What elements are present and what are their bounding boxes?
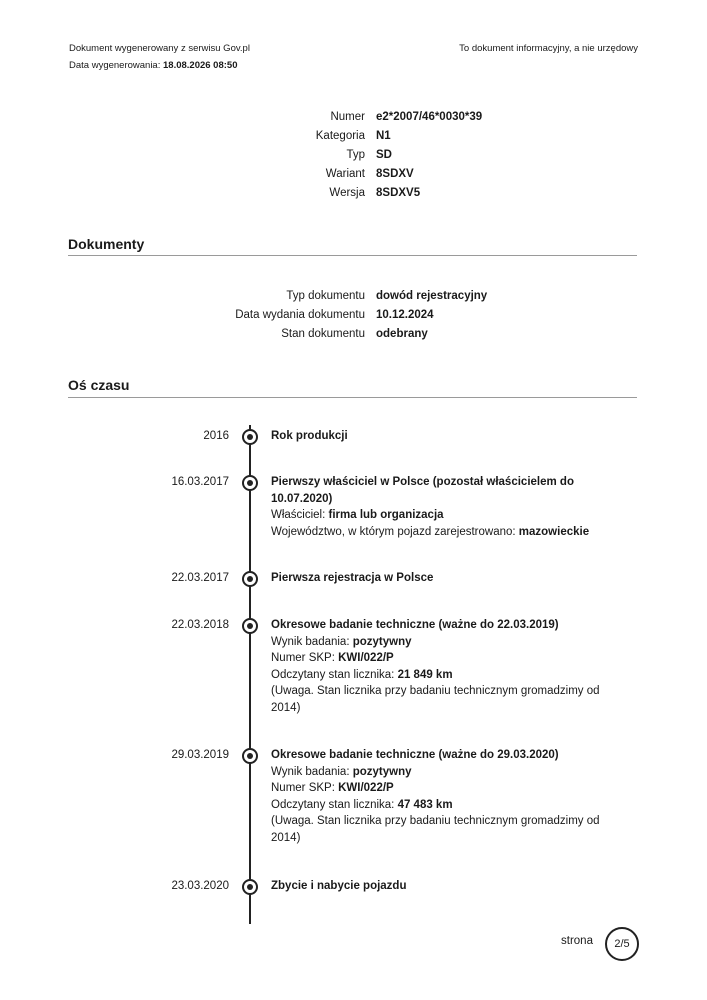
document-value: 10.12.2024	[376, 309, 434, 321]
timeline-dot-icon	[242, 571, 258, 587]
timeline-axis	[249, 425, 251, 924]
timeline-content	[271, 747, 611, 846]
document-details	[0, 287, 707, 344]
timeline-detail-label: Odczytany stan licznika:	[271, 668, 398, 681]
timeline-detail-label: Wynik badania:	[271, 635, 353, 648]
timeline-detail	[271, 650, 611, 667]
document-value: odebrany	[376, 328, 428, 340]
detail-row	[0, 184, 707, 203]
vehicle-details	[0, 108, 707, 203]
timeline-event-title: Pierwszy właściciel w Polsce (pozostał właścicielem do 10.07.2020)	[271, 476, 574, 505]
informational-notice: To dokument informacyjny, a nie urzędowy	[459, 43, 638, 54]
timeline-detail	[271, 524, 611, 541]
timeline-date: 22.03.2018	[171, 619, 229, 631]
timeline-detail-label: Numer SKP:	[271, 782, 339, 794]
timeline-dot-icon	[242, 429, 258, 445]
detail-label: Kategoria	[315, 130, 365, 142]
timeline-detail-label: Numer SKP:	[271, 652, 339, 664]
timeline-detail-label: Właściciel:	[271, 509, 329, 521]
timeline-content	[271, 617, 611, 716]
page-label: strona	[561, 935, 593, 947]
detail-value: SD	[376, 149, 392, 161]
document-label: Data wydania dokumentu	[235, 309, 365, 321]
timeline-dot-icon	[242, 475, 258, 491]
timeline-event-title: Okresowe badanie techniczne (ważne do 29.03.2020)	[271, 749, 559, 761]
timeline-dot-icon	[242, 748, 258, 764]
timeline-dot-icon	[242, 879, 258, 895]
generation-date	[69, 57, 250, 74]
timeline-detail	[271, 667, 611, 684]
timeline-detail-value: KWI/022/P	[338, 782, 394, 794]
timeline-detail-value: firma lub organizacja	[328, 509, 444, 521]
detail-label: Typ	[346, 149, 365, 161]
detail-row	[0, 146, 707, 165]
timeline-detail-value: mazowieckie	[518, 525, 590, 538]
timeline-event-title: Pierwsza rejestracja w Polsce	[271, 572, 434, 584]
timeline-detail-value: 47 483 km	[397, 798, 453, 811]
timeline-detail	[271, 634, 611, 651]
timeline-detail	[271, 764, 611, 781]
timeline-event-title: Zbycie i nabycie pojazdu	[271, 880, 407, 892]
timeline-date: 16.03.2017	[171, 476, 229, 488]
source-text: Dokument wygenerowany z serwisu Gov.pl	[69, 43, 250, 54]
document-label: Typ dokumentu	[286, 290, 365, 302]
detail-value: e2*2007/46*0030*39	[376, 111, 483, 123]
timeline-detail-label: Województwo, w którym pojazd zarejestrowano:	[271, 525, 519, 538]
timeline-dot-icon	[242, 618, 258, 634]
timeline-content	[271, 570, 611, 587]
timeline-content	[271, 878, 611, 895]
section-divider	[68, 397, 637, 398]
timeline-content	[271, 428, 611, 445]
detail-label: Wersja	[329, 187, 365, 199]
document-row	[0, 306, 707, 325]
document-value: dowód rejestracyjny	[376, 290, 488, 302]
timeline-detail-value: 21 849 km	[397, 668, 453, 681]
generation-date-value: 18.08.2026 08:50	[163, 60, 238, 71]
timeline-date: 22.03.2017	[171, 572, 229, 584]
timeline-section-title: Oś czasu	[68, 377, 130, 393]
detail-row	[0, 108, 707, 127]
section-divider	[68, 255, 637, 256]
document-row	[0, 325, 707, 344]
timeline-detail-label: Wynik badania:	[271, 765, 353, 778]
documents-section-title: Dokumenty	[68, 236, 145, 252]
detail-row	[0, 127, 707, 146]
timeline-detail-label: Odczytany stan licznika:	[271, 798, 398, 811]
timeline-detail-value: pozytywny	[352, 765, 412, 778]
detail-value: N1	[376, 130, 391, 142]
detail-value: 8SDXV5	[376, 187, 421, 199]
timeline-event-title: Okresowe badanie techniczne (ważne do 22.03.2019)	[271, 619, 559, 631]
timeline-detail	[271, 797, 611, 814]
detail-label: Numer	[330, 111, 365, 123]
generation-info	[69, 40, 250, 74]
page-number: 2/5	[605, 927, 639, 961]
detail-label: Wariant	[325, 168, 365, 180]
detail-value: 8SDXV	[376, 168, 414, 180]
document-row	[0, 287, 707, 306]
timeline-content	[271, 474, 611, 540]
timeline-note: (Uwaga. Stan licznika przy badaniu technicznym gromadzimy od 2014)	[271, 685, 600, 714]
timeline-detail	[271, 780, 611, 797]
document-label: Stan dokumentu	[281, 328, 365, 340]
timeline-detail-value: KWI/022/P	[338, 652, 394, 664]
generation-date-label: Data wygenerowania:	[69, 60, 161, 71]
timeline-date: 2016	[203, 430, 229, 442]
timeline-detail	[271, 507, 611, 524]
timeline-event-title: Rok produkcji	[271, 430, 348, 442]
timeline-detail-value: pozytywny	[352, 635, 412, 648]
timeline-date: 29.03.2019	[171, 749, 229, 761]
detail-row	[0, 165, 707, 184]
timeline-date: 23.03.2020	[171, 880, 229, 892]
timeline-note: (Uwaga. Stan licznika przy badaniu technicznym gromadzimy od 2014)	[271, 815, 600, 844]
